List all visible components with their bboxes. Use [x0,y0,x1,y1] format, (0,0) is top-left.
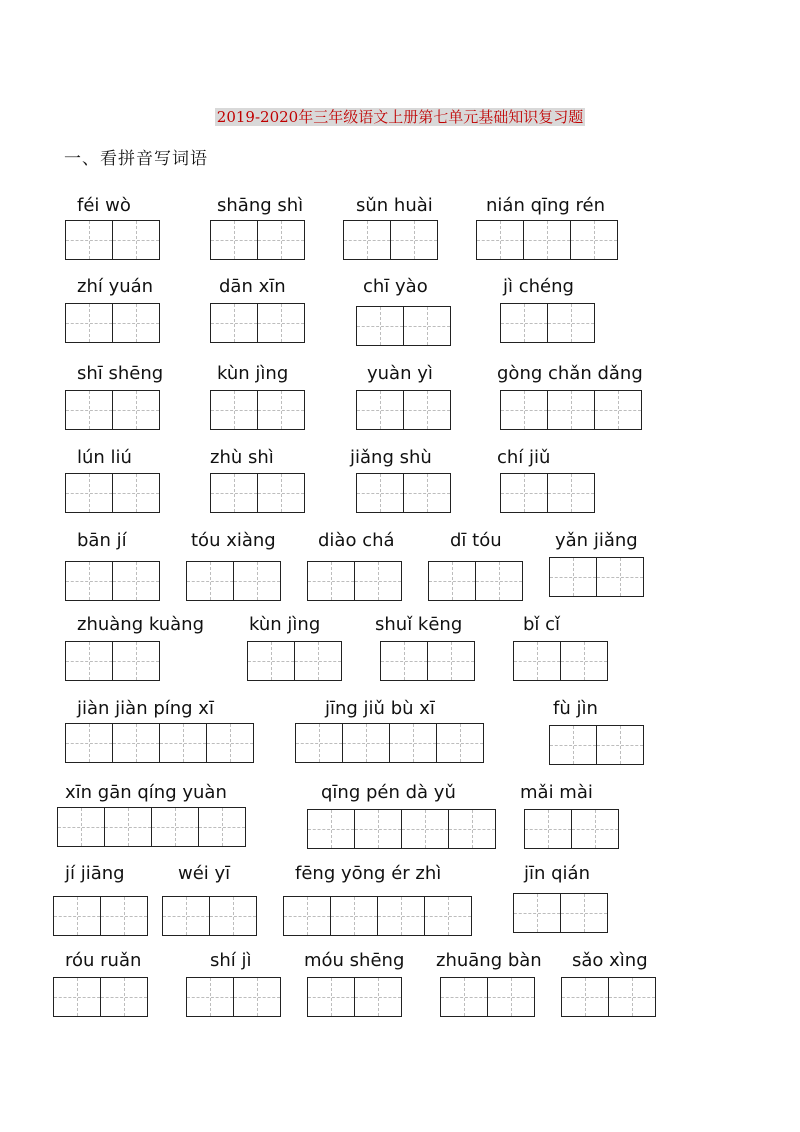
writing-boxes [65,220,160,260]
pinyin-prompt: jí jiāng [65,863,125,884]
character-box[interactable] [513,641,561,681]
document-title-text: 2019-2020年三年级语文上册第七单元基础知识复习题 [216,108,584,126]
character-box[interactable] [571,809,619,849]
pinyin-prompt: nián qīng rén [486,195,606,216]
character-box[interactable] [547,390,595,430]
character-box[interactable] [343,220,391,260]
writing-boxes [162,896,257,936]
writing-boxes [247,641,342,681]
character-box[interactable] [294,641,342,681]
character-box[interactable] [436,723,484,763]
writing-boxes [343,220,438,260]
pinyin-prompt: shí jì [210,950,252,971]
writing-boxes [65,723,254,763]
writing-boxes [561,977,656,1017]
pinyin-prompt: chī yào [363,276,428,297]
writing-boxes [513,893,608,933]
writing-boxes [513,641,608,681]
character-box[interactable] [198,807,246,847]
character-box[interactable] [561,977,609,1017]
character-box[interactable] [547,303,595,343]
writing-boxes [186,977,281,1017]
pinyin-prompt: féi wò [77,195,131,216]
writing-boxes [476,220,618,260]
character-box[interactable] [233,561,281,601]
pinyin-prompt: mǎi mài [520,782,593,803]
document-title [0,106,800,128]
pinyin-prompt: sǔn huài [356,195,433,216]
pinyin-prompt: qīng pén dà yǔ [321,782,456,803]
character-box[interactable] [104,807,152,847]
character-box[interactable] [112,303,160,343]
character-box[interactable] [65,220,113,260]
writing-boxes [380,641,475,681]
character-box[interactable] [356,390,404,430]
character-box[interactable] [65,723,113,763]
character-box[interactable] [112,220,160,260]
pinyin-prompt: zhù shì [210,447,274,468]
pinyin-prompt: jiàn jiàn píng xī [77,698,214,719]
character-box[interactable] [560,893,608,933]
writing-boxes [307,561,402,601]
character-box[interactable] [403,306,451,346]
character-box[interactable] [206,723,254,763]
character-box[interactable] [356,306,404,346]
writing-boxes [295,723,484,763]
writing-boxes [428,561,523,601]
character-box[interactable] [448,809,496,849]
character-box[interactable] [112,561,160,601]
writing-boxes [65,390,160,430]
character-box[interactable] [547,473,595,513]
pinyin-prompt: jiǎng shù [350,447,432,468]
section-heading: 一、看拼音写词语 [64,149,208,169]
writing-boxes [65,561,160,601]
writing-boxes [549,725,644,765]
character-box[interactable] [427,641,475,681]
pinyin-prompt: tóu xiàng [191,530,276,551]
writing-boxes [186,561,281,601]
character-box[interactable] [65,390,113,430]
character-box[interactable] [210,303,258,343]
character-box[interactable] [524,809,572,849]
character-box[interactable] [186,977,234,1017]
character-box[interactable] [354,561,402,601]
pinyin-prompt: zhí yuán [77,276,154,297]
character-box[interactable] [500,303,548,343]
writing-boxes [549,557,644,597]
character-box[interactable] [500,390,548,430]
pinyin-prompt: lún liú [77,447,132,468]
writing-boxes [307,809,496,849]
writing-boxes [210,473,305,513]
character-box[interactable] [549,557,597,597]
character-box[interactable] [549,725,597,765]
writing-boxes [356,473,451,513]
character-box[interactable] [100,977,148,1017]
pinyin-prompt: yuàn yì [367,363,433,384]
writing-boxes [210,303,305,343]
character-box[interactable] [401,809,449,849]
writing-boxes [65,641,160,681]
character-box[interactable] [233,977,281,1017]
character-box[interactable] [53,977,101,1017]
pinyin-prompt: fù jìn [553,698,598,719]
character-box[interactable] [53,896,101,936]
writing-boxes [53,977,148,1017]
character-box[interactable] [342,723,390,763]
character-box[interactable] [257,220,305,260]
character-box[interactable] [354,809,402,849]
pinyin-prompt: yǎn jiǎng [555,530,638,551]
pinyin-prompt: jīng jiǔ bù xī [325,698,435,719]
pinyin-prompt: shuǐ kēng [375,614,463,635]
writing-boxes [524,809,619,849]
pinyin-prompt: sǎo xìng [572,950,648,971]
character-box[interactable] [151,807,199,847]
character-box[interactable] [283,896,331,936]
character-box[interactable] [210,473,258,513]
writing-boxes [57,807,246,847]
writing-boxes [500,303,595,343]
writing-boxes [65,473,160,513]
character-box[interactable] [247,641,295,681]
pinyin-prompt: dān xīn [219,276,286,297]
character-box[interactable] [403,473,451,513]
character-box[interactable] [257,473,305,513]
character-box[interactable] [186,561,234,601]
character-box[interactable] [596,557,644,597]
pinyin-prompt: kùn jìng [249,614,321,635]
character-box[interactable] [307,809,355,849]
pinyin-prompt: shī shēng [77,363,164,384]
character-box[interactable] [390,220,438,260]
pinyin-prompt: dī tóu [450,530,502,551]
pinyin-prompt: róu ruǎn [65,950,142,971]
pinyin-prompt: chí jiǔ [497,447,551,468]
character-box[interactable] [100,896,148,936]
character-box[interactable] [389,723,437,763]
pinyin-prompt: shāng shì [217,195,304,216]
character-box[interactable] [487,977,535,1017]
character-box[interactable] [475,561,523,601]
character-box[interactable] [112,390,160,430]
character-box[interactable] [257,390,305,430]
writing-boxes [65,303,160,343]
character-box[interactable] [65,303,113,343]
character-box[interactable] [162,896,210,936]
character-box[interactable] [476,220,524,260]
writing-boxes [283,896,472,936]
pinyin-prompt: bǐ cǐ [523,614,561,635]
character-box[interactable] [403,390,451,430]
writing-boxes [307,977,402,1017]
character-box[interactable] [594,390,642,430]
character-box[interactable] [608,977,656,1017]
pinyin-prompt: zhuāng bàn [436,950,542,971]
pinyin-prompt: wéi yī [178,863,231,884]
character-box[interactable] [159,723,207,763]
character-box[interactable] [500,473,548,513]
character-box[interactable] [560,641,608,681]
character-box[interactable] [307,561,355,601]
character-box[interactable] [330,896,378,936]
character-box[interactable] [57,807,105,847]
writing-boxes [210,390,305,430]
character-box[interactable] [210,390,258,430]
character-box[interactable] [356,473,404,513]
pinyin-prompt: bān jí [77,530,127,551]
character-box[interactable] [112,473,160,513]
character-box[interactable] [295,723,343,763]
pinyin-prompt: xīn gān qíng yuàn [65,782,227,803]
character-box[interactable] [570,220,618,260]
character-box[interactable] [428,561,476,601]
pinyin-prompt: jīn qián [524,863,590,884]
character-box[interactable] [596,725,644,765]
character-box[interactable] [354,977,402,1017]
pinyin-prompt: móu shēng [304,950,405,971]
character-box[interactable] [65,641,113,681]
character-box[interactable] [112,723,160,763]
pinyin-prompt: zhuàng kuàng [77,614,204,635]
character-box[interactable] [112,641,160,681]
character-box[interactable] [65,473,113,513]
character-box[interactable] [209,896,257,936]
writing-boxes [210,220,305,260]
pinyin-prompt: gòng chǎn dǎng [497,363,643,384]
pinyin-prompt: fēng yōng ér zhì [295,863,442,884]
character-box[interactable] [424,896,472,936]
writing-boxes [53,896,148,936]
character-box[interactable] [440,977,488,1017]
writing-boxes [440,977,535,1017]
writing-boxes [500,390,642,430]
character-box[interactable] [307,977,355,1017]
character-box[interactable] [210,220,258,260]
character-box[interactable] [257,303,305,343]
character-box[interactable] [380,641,428,681]
pinyin-prompt: diào chá [318,530,395,551]
pinyin-prompt: kùn jìng [217,363,289,384]
character-box[interactable] [513,893,561,933]
writing-boxes [356,306,451,346]
writing-boxes [356,390,451,430]
writing-boxes [500,473,595,513]
character-box[interactable] [65,561,113,601]
pinyin-prompt: jì chéng [503,276,574,297]
character-box[interactable] [523,220,571,260]
character-box[interactable] [377,896,425,936]
